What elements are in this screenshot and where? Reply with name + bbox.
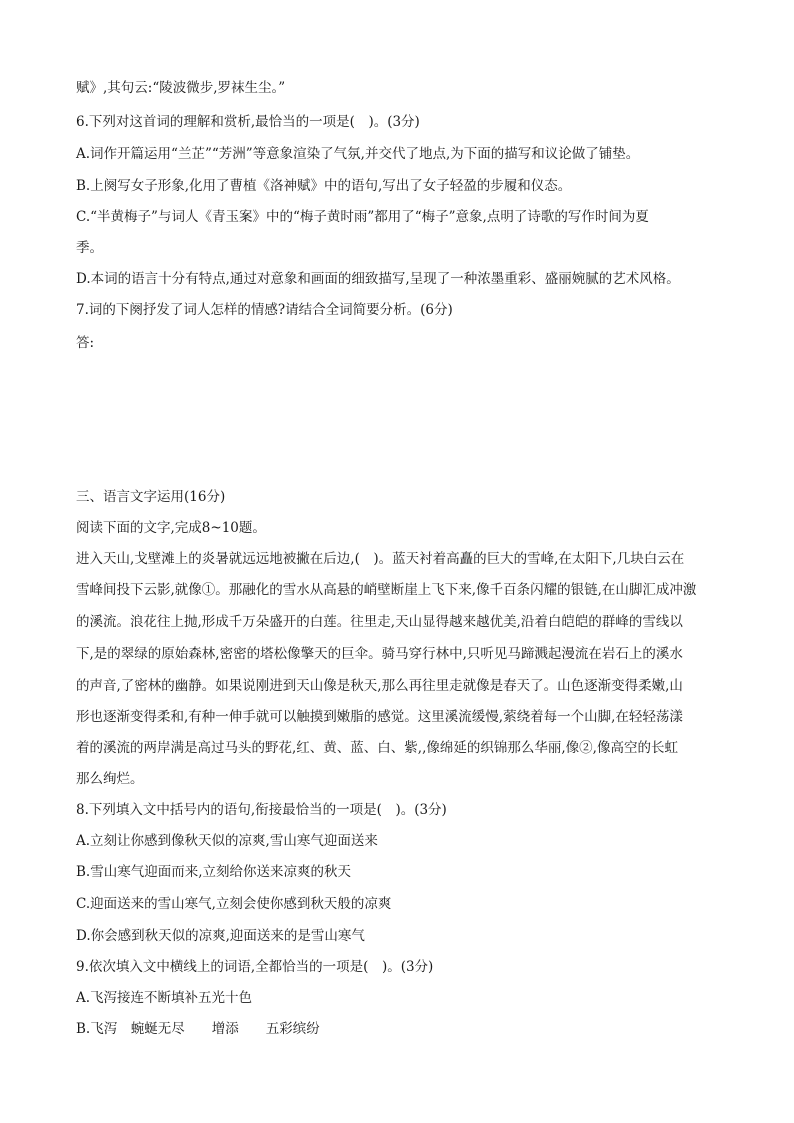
passage-line: 下,是的翠绿的原始森林,密密的塔松像擎天的巨伞。骑马穿行林中,只听见马蹄溅起漫流在岩石上的溪水 — [76, 646, 683, 662]
question-9: 9.依次填入文中横线上的词语,全都恰当的一项是( )。(3分) — [76, 959, 434, 975]
question-8-option-d: D.你会感到秋天似的凉爽,迎面送来的是雪山寒气 — [76, 928, 365, 944]
question-8-option-a: A.立刻让你感到像秋天似的凉爽,雪山寒气迎面送来 — [76, 833, 378, 849]
reading-instruction: 阅读下面的文字,完成8~10题。 — [76, 520, 266, 536]
passage-line: 的溪流。浪花往上抛,形成千万朵盛开的白莲。往里走,天山显得越来越优美,沿着白皑皑的群峰的雪线以 — [76, 614, 683, 630]
question-6-option-c-line2: 季。 — [76, 240, 103, 256]
question-8-option-c: C.迎面送来的雪山寒气,立刻会使你感到秋天般的凉爽 — [76, 896, 392, 912]
question-6-option-d: D.本词的语言十分有特点,通过对意象和画面的细致描写,呈现了一种浓墨重彩、盛丽婉腻的艺术风格。 — [76, 271, 680, 287]
question-7: 7.词的下阕抒发了词人怎样的情感?请结合全词简要分析。(6分) — [76, 302, 453, 318]
passage-line: 形也逐渐变得柔和,有种一伸手就可以触摸到嫩脂的感觉。这里溪流缓慢,萦绕着每一个山脚,在轻轻荡漾 — [76, 709, 683, 725]
passage-line: 进入天山,戈壁滩上的炎暑就远远地被撇在后边,( )。蓝天衬着高矗的巨大的雪峰,在太阳下,几块白云在 — [76, 551, 685, 567]
question-9-option-a: A.飞泻接连不断填补五光十色 — [76, 990, 253, 1006]
question-6-option-a: A.词作开篇运用“兰芷”“芳洲”等意象渲染了气氛,并交代了地点,为下面的描写和议论做了铺垫。 — [76, 146, 640, 162]
question-6-option-c-line1: C.“半黄梅子”与词人《青玉案》中的“梅子黄时雨”都用了“梅子”意象,点明了诗歌的写作时间为夏 — [76, 209, 649, 225]
question-8-option-b: B.雪山寒气迎面而来,立刻给你送来凉爽的秋天 — [76, 864, 352, 880]
answer-label: 答: — [76, 335, 95, 351]
passage-line: 那么绚烂。 — [76, 771, 144, 787]
passage-line: 雪峰间投下云影,就像①。那融化的雪水从高悬的峭壁断崖上飞下来,像千百条闪耀的银链,在山脚汇成冲激 — [76, 582, 697, 598]
text-line: 赋》,其句云:“陵波微步,罗袜生尘。” — [76, 80, 286, 96]
passage-line: 着的溪流的两岸满是高过马头的野花,红、黄、蓝、白、紫,,像绵延的织锦那么华丽,像②,像高空的长虹 — [76, 740, 678, 756]
question-6-option-b: B.上阕写女子形象,化用了曹植《洛神赋》中的语句,写出了女子轻盈的步履和仪态。 — [76, 178, 572, 194]
passage-line: 的声音,了密林的幽静。如果说刚进到天山像是秋天,那么再往里走就像是春天了。山色逐渐变得柔嫩,山 — [76, 678, 683, 694]
question-6: 6.下列对这首词的理解和赏析,最恰当的一项是( )。(3分) — [76, 114, 420, 130]
section-3-heading: 三、语言文字运用(16分) — [76, 489, 226, 505]
question-8: 8.下列填入文中括号内的语句,衔接最恰当的一项是( )。(3分) — [76, 802, 447, 818]
question-9-option-b: B.飞泻 蜿蜒无尽 增添 五彩缤纷 — [76, 1021, 320, 1037]
